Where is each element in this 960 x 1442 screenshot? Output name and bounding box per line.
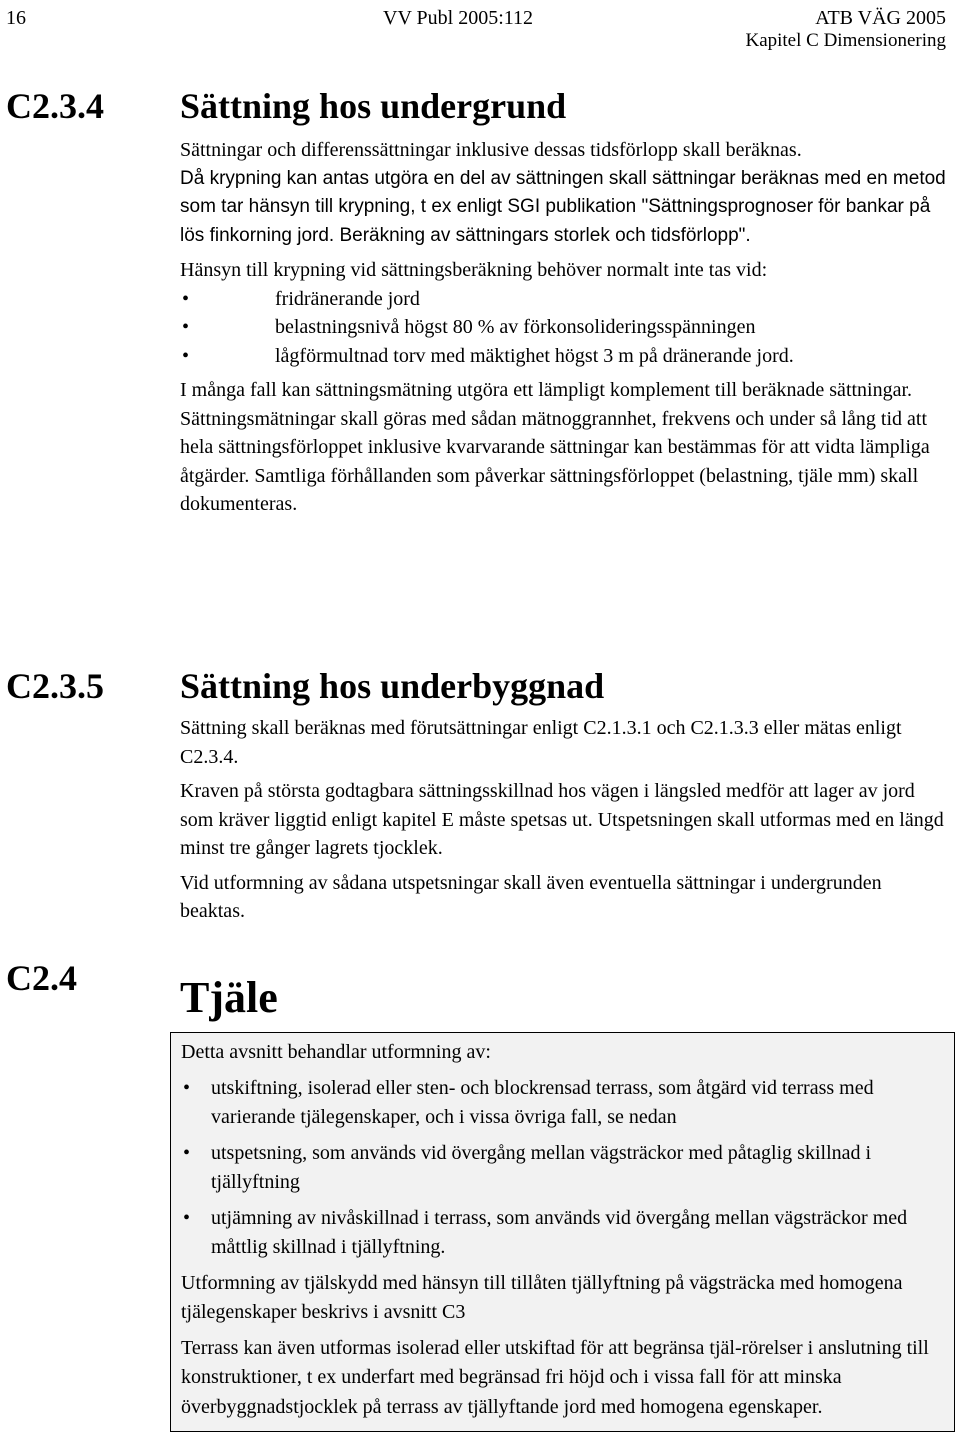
- list-item: • belastningsnivå högst 80 % av förkonsolideringsspänningen: [180, 313, 950, 342]
- box-intro: Detta avsnitt behandlar utformning av:: [181, 1041, 491, 1063]
- chapter-name: Kapitel C Dimensionering: [745, 30, 946, 51]
- paragraph: Utformning av tjälskydd med hänsyn till tillåten tjällyftning på vägsträcka med homogena tjälegenskaper beskrivs i avsnitt C3: [181, 1271, 903, 1323]
- list-item: • fridränerande jord: [180, 285, 950, 314]
- paragraph: Vid utformning av sådana utspetsningar skall även eventuella sättningar i undergrunden beaktas.: [180, 871, 882, 922]
- bullet-list: [180, 285, 950, 371]
- list-item: • utskiftning, isolerad eller sten- och blockrensad terrass, som åtgärd vid terrass med varierande tjälegenskaper, och i vissa övriga fall, se nedan: [181, 1074, 944, 1133]
- standard-name: ATB VÄG 2005: [815, 7, 946, 29]
- paragraph: I många fall kan sättningsmätning utgöra ett lämpligt komplement till beräknade sättningar. Sättningsmätningar skall göras med sådan mätnoggrannhet, frekvens och under så lång tid att hela sättningsförloppet inklusive kvarvarande sättningar kan bestämmas för att vidta lämpliga åtgärder. Samtliga förhållanden som påverkar sättningsförloppet (belastning, tjäle mm) skall dokumenteras.: [180, 379, 930, 515]
- section-title: Sättning hos undergrund: [180, 86, 567, 126]
- list-item: • utjämning av nivåskillnad i terrass, som används vid övergång mellan vägsträckor med måttlig skillnad i tjällyftning.: [181, 1204, 944, 1263]
- paragraph: Kraven på största godtagbara sättningsskillnad hos vägen i längsled medför att lager av jord som kräver liggtid enligt kapitel E måste spetsas ut. Utspetsningen skall utformas med en längd minst tre gånger lagrets tjocklek.: [180, 780, 944, 859]
- list-item: • lågförmultnad torv med mäktighet högst 3 m på dränerande jord.: [180, 342, 950, 371]
- section-number: C2.3.5: [6, 666, 104, 706]
- paragraph: Sättningar och differenssättningar inklusive dessas tidsförlopp skall beräknas.: [180, 139, 802, 161]
- paragraph: Då krypning kan antas utgöra en del av sättningen skall sättningar beräknas med en metod som tar hänsyn till krypning, t ex enligt SGI publikation "Sättningsprognoser för bankar på lös finkorning jord. Beräkning av sättningars storlek och tidsförlopp".: [180, 167, 946, 246]
- section-title: Tjäle: [180, 973, 278, 1022]
- publication-id: VV Publ 2005:112: [383, 7, 534, 29]
- paragraph: Terrass kan även utformas isolerad eller utskiftad för att begränsa tjäl-rörelser i anslutning till konstruktioner, t ex underfart med begränsad fri höjd och i vissa fall för att minska överbyggnadstjocklek på terrass av tjällyftande jord med homogena egenskaper.: [181, 1336, 929, 1418]
- paragraph: Sättning skall beräknas med förutsättningar enligt C2.1.3.1 och C2.1.3.3 eller mätas enligt C2.3.4.: [180, 717, 902, 768]
- list-item: • utspetsning, som används vid övergång mellan vägsträckor med påtaglig skillnad i tjällyftning: [181, 1139, 944, 1198]
- section-number: C2.4: [6, 958, 77, 998]
- section-body: [180, 714, 950, 926]
- paragraph: Hänsyn till krypning vid sättningsberäkning behöver normalt inte tas vid:: [180, 259, 768, 281]
- section-body: [180, 136, 950, 519]
- section-number: C2.3.4: [6, 86, 104, 126]
- section-title: Sättning hos underbyggnad: [180, 666, 605, 706]
- header-right: [745, 6, 946, 52]
- bullet-list: [181, 1074, 944, 1263]
- info-box: [170, 1032, 955, 1432]
- page-number: 16: [6, 7, 26, 29]
